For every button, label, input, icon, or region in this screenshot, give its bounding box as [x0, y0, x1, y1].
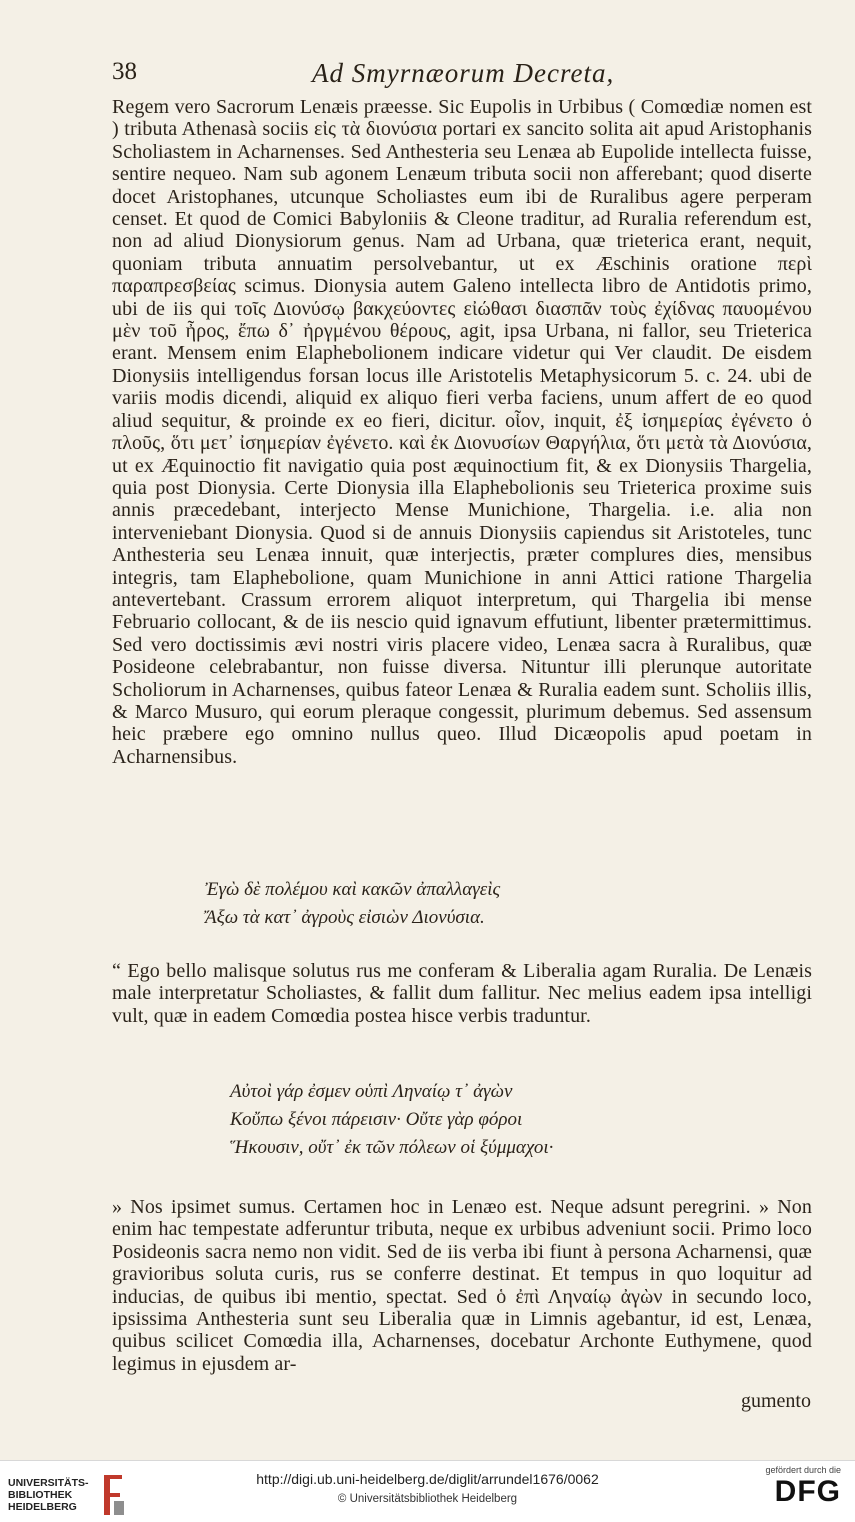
copyright-notice: © Universitätsbibliothek Heidelberg — [337, 1493, 518, 1505]
dfg-logo-text: DFG — [774, 1475, 841, 1508]
paragraph: “ Ego bello malisque solutus rus me conferam & Liberalia agam Ruralia. De Lenæis male interpretatur Scholiastes, & fallit dum fallitur. Nec melius eadem ipsa intelligi vult, quæ in eadem Comœdia postea hisce verbis traduntur. — [112, 960, 812, 1027]
verse-line: Κοὔπω ξένοι πάρεισιν· Οὔτε γὰρ φόροι — [230, 1109, 523, 1130]
main-text-block-1 — [112, 96, 812, 840]
viewer-footer — [0, 1460, 855, 1522]
verse-line: Ἄξω τὰ κατ᾽ ἀγροὺς εἰσιὼν Διονύσια. — [205, 907, 485, 928]
verse-line: Ἐγὼ δὲ πολέμου καὶ κακῶν ἀπαλλαγεὶς — [205, 879, 501, 900]
page-header — [112, 58, 812, 98]
library-name: UNIVERSITÄTS- BIBLIOTHEK HEIDELBERG — [8, 1477, 89, 1513]
paragraph: » Nos ipsimet sumus. Certamen hoc in Lenæo est. Neque adsunt peregrini. » Non enim hac tempestate adferuntur tributa, neque ex urbibus adveniunt socii. Primo loco Posideonis sacra nemo non vidit. Sed de iis verba ibi fiunt à persona Acharnensi, quæ gravioribus soluta curis, rus se conferre destinat. Et tempus in quo loquitur ad inducias, de quibus ibi mentio, spectat. Sed ὁ ἐπὶ Ληναίῳ ἀγὼν in secundo loco, ipsissima Anthesteria sunt seu Liberalia quæ in Limnis agebantur, id est, Lenæa, quibus scilicet Comœdia illa, Acharnenses, docebatur Archonte Euthymene, quod legimus in ejusdem ar- — [112, 1196, 812, 1375]
page-number: 38 — [112, 58, 137, 85]
running-title: Ad Smyrnæorum Decreta, — [312, 58, 615, 88]
main-text-block-2 — [112, 960, 812, 1056]
main-text-block-3 — [112, 1196, 812, 1388]
verse-line: Αὐτοὶ γάρ ἐσμεν οὑπὶ Ληναίῳ τ᾽ ἀγὼν — [230, 1081, 513, 1102]
permalink-url[interactable]: http://digi.ub.uni-heidelberg.de/diglit/arrundel1676/0062 — [256, 1471, 599, 1487]
verse-line: Ἥκουσιν, οὔτ᾽ ἐκ τῶν πόλεων οἱ ξύμμαχοι· — [230, 1137, 554, 1158]
verse-quote-1 — [205, 876, 500, 932]
funded-by-label: gefördert durch die — [765, 1465, 841, 1475]
catchword: gumento — [741, 1390, 811, 1412]
verse-quote-2 — [230, 1078, 553, 1162]
paragraph: Regem vero Sacrorum Lenæis præesse. Sic Eupolis in Urbibus ( Comœdiæ nomen est ) tributa Athenasà sociis εἰς τὰ διονύσια portari ex sancito solita ait apud Aristophanis Scholiastem in Acharnenses. Sed Anthesteria seu Lenæa ab Eupolide intellecta fuisse, sentire nequeo. Nam sub agonem Lenæum tributa socii non afferebant; quod diserte docet Aristophanes, utcunque Scholiastes eum ibi de Ruralibus agere perperam censet. Et quod de Comici Babyloniis & Cleone traditur, ad Ruralia referendum est, non ad aliud Dionysiorum genus. Nam ad Urbana, quæ trieterica erant, nequit, quoniam tributa annuatim persolvebantur, ut ex Æschinis oratione περὶ παραπρεσβείας scimus. Dionysia autem Galeno intellecta libro de Antidotis primo, ubi de iis qui τοῖς Διονύσῳ βακχεύοντες εἰώθασι διασπᾶν τοὺς ἐχίδνας παυομένου μὲν τοῦ ἦρος, ἔπω δ᾽ ἠργμένου θέρους, agit, ipsa Urbana, ni fallor, seu Trieterica erant. Mensem enim Elaphebolionem indicare videtur qui Ver claudit. De eisdem Dionysiis intelligendus forsan locus ille Aristotelis Metaphysicorum 5. c. 24. ubi de variis modis dicendi, aliquid ex aliquo fieri verba faciens, unum affert de eo quod aliud sequitur, & proinde ex eo fieri, dicitur. οἷον, inquit, ἐξ ἰσημερίας ἐγένετο ὁ πλοῦς, ὅτι μετ᾽ ἰσημερίαν ἐγένετο. καὶ ἐκ Διονυσίων Θαργήλια, ὅτι μετὰ τὰ Διονύσια, ut ex Æquinoctio fit navigatio quia post æquinoctium fit, & ex Dionysiis Thargelia, quia post Dionysia. Certe Dionysia illa Elaphebolionis seu Trieterica proxime suis annis præcedebant, interjecto Mense Munichione, Thargelia. i.e. alia non interveniebant Dionysia. Quod si de annuis Dionysiis capiendus sit Aristoteles, tunc Anthesteria seu Lenæa innuit, quæ interjectis, præter complures dies, mensibus integris, tam Elaphebolione, quam Munichione in anni Attici ratione Thargelia antevertebant. Crassum errorem aliquot interpretum, qui Thargelia ibi mense Februario collocant, & de iis nescio quid ignavum effutiunt, libenter prætermittimus. Sed vero doctissimis ævi nostri viris placere video, Lenæa sacra à Ruralibus, quæ Posideone celebrabantur, non fuisse diversa. Nituntur illi plerunque autoritate Scholiorum in Acharnenses, quibus fateor Lenæa & Ruralia eadem sunt. Scholiis illis, & Marco Musuro, qui eorum pleraque congessit, plurimum debemus. Sed assensum heic præbere ego omnino nullus queo. Illud Dicæopolis apud poetam in Acharnensibus. — [112, 96, 812, 768]
dfg-funder-logo[interactable] — [741, 1465, 841, 1519]
